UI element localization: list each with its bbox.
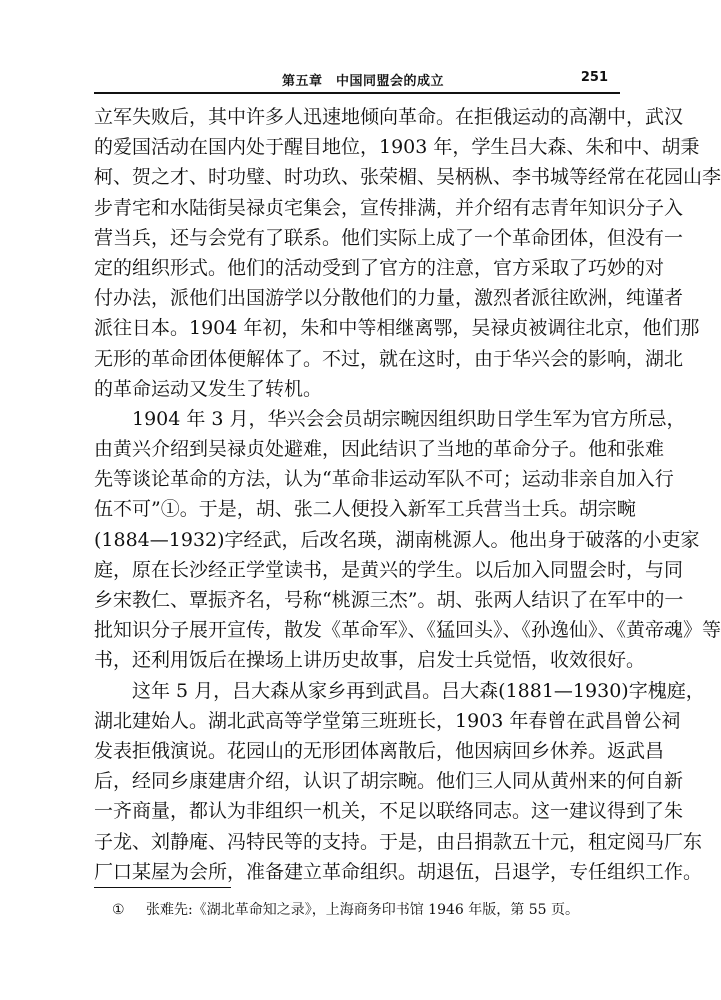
- text-line: 发表拒俄演说。花园山的无形团体离散后，他因病回乡休养。返武昌: [94, 739, 665, 762]
- text-line: (1884—1932)字经武，后改名瑛，湖南桃源人。他出身于破落的小吏家: [94, 528, 700, 551]
- text-line: 批知识分子展开宣传，散发《革命军》、《猛回头》、《孙逸仙》、《黄帝魂》等: [94, 619, 721, 642]
- text-line: 书，还利用饭后在操场上讲历史故事，启发士兵觉悟，收效很好。: [94, 649, 646, 672]
- paragraph: [94, 676, 705, 887]
- text-line: 1904 年 3 月，华兴会会员胡宗畹因组织助日学生军为官方所忌，: [132, 407, 686, 430]
- text-line: 伍不可”①。于是，胡、张二人便投入新军工兵营当士兵。胡宗畹: [94, 498, 636, 521]
- text-line: 无形的革命团体便解体了。不过，就在这时，由于华兴会的影响，湖北: [94, 347, 684, 370]
- footnote-text: 张难先:《湖北革命知之录》，上海商务印书馆 1946 年版，第 55 页。: [146, 902, 579, 918]
- footnote-mark: ①: [112, 902, 125, 918]
- text-line: 这年 5 月，吕大森从家乡再到武昌。吕大森(1881—1930)字槐庭，: [132, 679, 705, 702]
- footnote-rule: [94, 887, 231, 888]
- body-text: [94, 102, 721, 887]
- text-line: 后，经同乡康建唐介绍，认识了胡宗畹。他们三人同从黄州来的何自新: [94, 770, 684, 793]
- text-line: 庭，原在长沙经正学堂读书，是黄兴的学生。以后加入同盟会时，与同: [94, 558, 684, 581]
- text-line: 子龙、刘静庵、冯特民等的支持。于是，由吕捐款五十元，租定阅马厂东: [94, 830, 703, 853]
- text-line: 营当兵，还与会党有了联系。他们实际上成了一个革命团体，但没有一: [94, 226, 684, 249]
- text-line: 的革命运动又发生了转机。: [94, 377, 323, 400]
- text-line: 付办法，派他们出国游学以分散他们的力量，激烈者派往欧洲，纯谨者: [94, 287, 684, 310]
- text-line: 由黄兴介绍到吴禄贞处避难，因此结识了当地的革命分子。他和张难: [94, 438, 665, 461]
- text-line: 立军失败后，其中许多人迅速地倾向革命。在拒俄运动的高潮中，武汉: [94, 106, 684, 128]
- header-rule: [94, 92, 620, 94]
- text-line: 步青宅和水陆街吴禄贞宅集会，宣传排满，并介绍有志青年知识分子入: [94, 196, 684, 219]
- paragraph: [94, 404, 721, 676]
- page-number: 251: [580, 70, 608, 85]
- running-header: [94, 70, 614, 92]
- text-line: 的爱国活动在国内处于醒目地位，1903 年，学生吕大森、朱和中、胡秉: [94, 136, 700, 159]
- text-line: 柯、贺之才、时功璧、时功玖、张荣楣、吴柄枞、李书城等经常在花园山李: [94, 166, 721, 189]
- text-line: 乡宋教仁、覃振齐名，号称“桃源三杰”。胡、张两人结识了在军中的一: [94, 589, 684, 611]
- text-line: 一齐商量，都认为非组织一机关，不足以联络同志。这一建议得到了朱: [94, 800, 684, 823]
- text-line: 湖北建始人。湖北武高等学堂第三班班长，1903 年春曾在武昌曾公祠: [94, 709, 681, 732]
- footnote: [112, 900, 579, 920]
- text-line: 派往日本。1904 年初，朱和中等相继离鄂，吴禄贞被调往北京，他们那: [94, 317, 700, 340]
- paragraph: [94, 102, 721, 404]
- text-line: 定的组织形式。他们的活动受到了官方的注意，官方采取了巧妙的对: [94, 256, 665, 279]
- chapter-title: 第五章 中国同盟会的成立: [282, 74, 445, 89]
- text-line: 先等谈论革命的方法，认为“革命非运动军队不可；运动非亲自加入行: [94, 468, 674, 491]
- text-line: 厂口某屋为会所，准备建立革命组织。胡退伍，吕退学，专任组织工作。: [94, 860, 703, 883]
